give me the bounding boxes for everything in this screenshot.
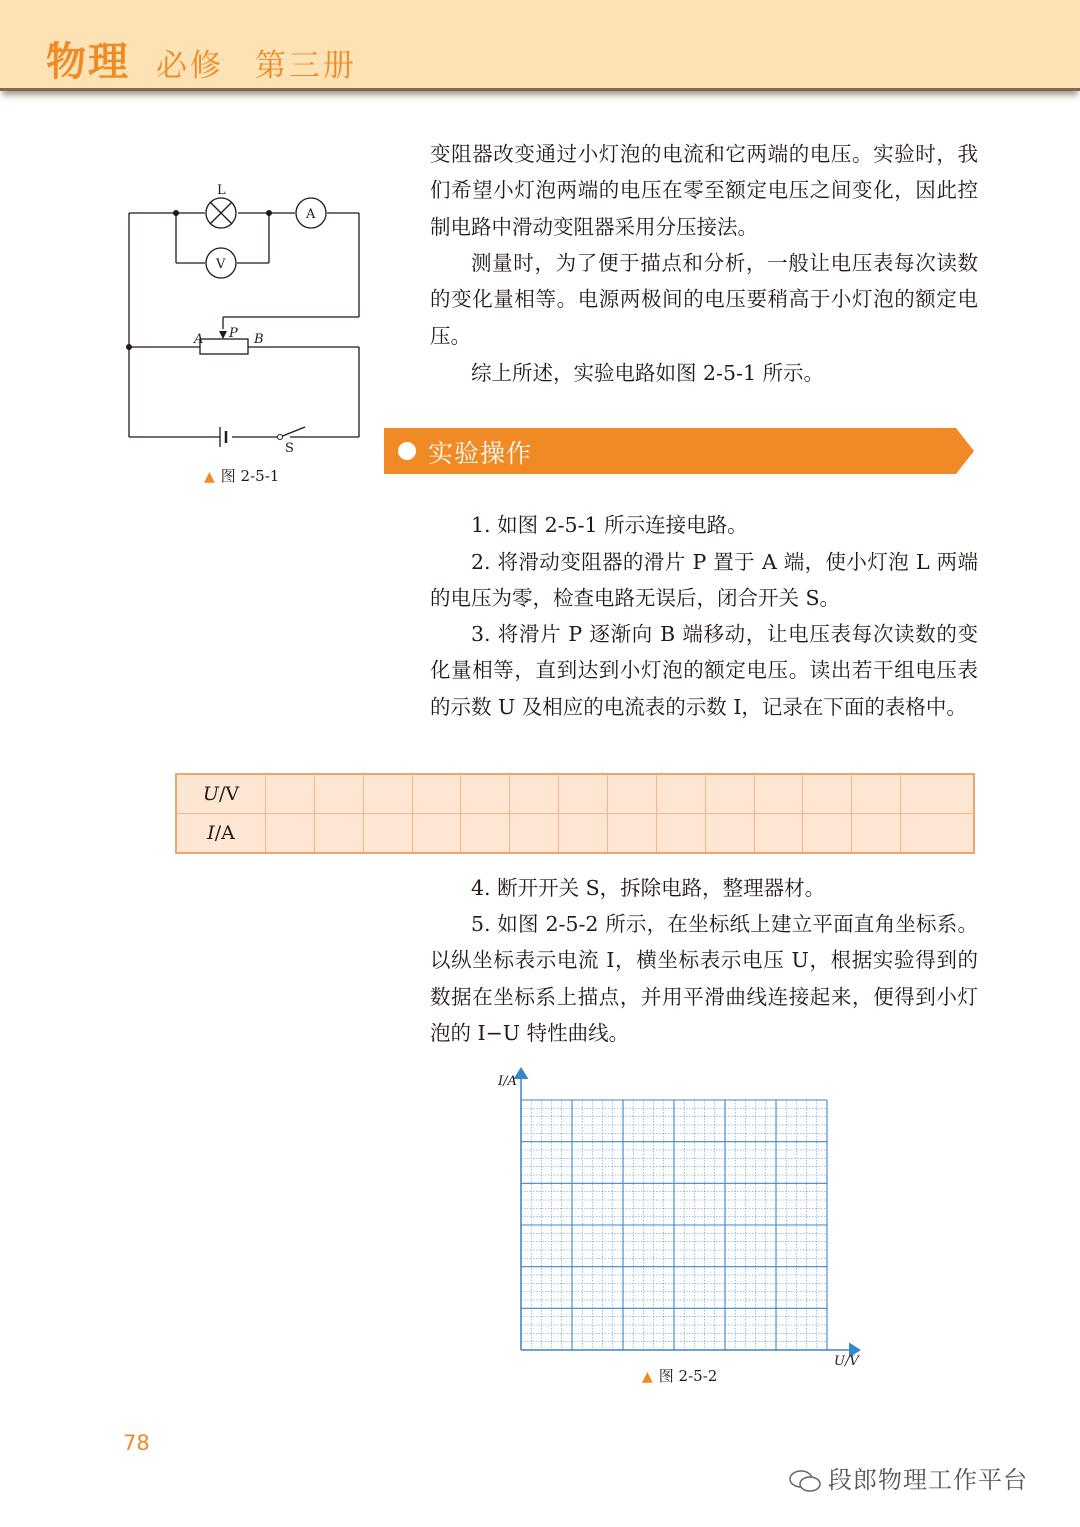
table-cell[interactable] — [266, 774, 315, 814]
table-row-voltage — [176, 774, 974, 814]
intro-paragraph-1: 变阻器改变通过小灯泡的电流和它两端的电压。实验时，我们希望小灯泡两端的电压在零至额定电压之间变化，因此控制电路中滑动变阻器采用分压接法。 — [430, 142, 978, 239]
table-cell[interactable] — [559, 774, 608, 814]
table-cell[interactable] — [608, 814, 657, 854]
table-cell[interactable] — [412, 774, 461, 814]
rheostat-a-label: A — [194, 332, 204, 347]
rheostat-p-label: P — [229, 326, 238, 341]
book-title: 必修 第三册 — [156, 48, 357, 84]
table-cell[interactable] — [314, 774, 363, 814]
table-cell[interactable] — [901, 814, 974, 854]
record-table — [175, 773, 975, 854]
table-cell[interactable] — [803, 814, 852, 854]
table-cell[interactable] — [901, 774, 974, 814]
page-header — [0, 0, 1080, 91]
row-label-voltage: U/V — [176, 774, 266, 814]
triangle-icon: ▲ — [204, 469, 215, 485]
ammeter-label: A — [306, 207, 316, 222]
table-cell[interactable] — [705, 814, 754, 854]
step-4: 4. 断开开关 S，拆除电路，整理器材。 — [471, 876, 826, 900]
rheostat-b-label: B — [254, 332, 264, 347]
lamp-label: L — [217, 183, 226, 198]
table-cell[interactable] — [363, 814, 412, 854]
table-cell[interactable] — [461, 774, 510, 814]
section-title: 实验操作 — [428, 439, 533, 468]
table-cell[interactable] — [510, 814, 559, 854]
table-cell[interactable] — [656, 774, 705, 814]
chat-bubble-icon — [788, 1469, 822, 1493]
switch-label: S — [285, 441, 294, 455]
table-cell[interactable] — [412, 814, 461, 854]
section-banner — [384, 428, 974, 474]
step-5: 5. 如图 2-5-2 所示，在坐标纸上建立平面直角坐标系。以纵坐标表示电流 I，横坐标表示电压 U，根据实验得到的数据在坐标系上描点，并用平滑曲线连接起来，便得到小灯泡的 I−U 特性曲线。 — [430, 912, 978, 1046]
triangle-icon: ▲ — [642, 1369, 653, 1385]
table-cell[interactable] — [363, 774, 412, 814]
row-label-current: I/A — [176, 814, 266, 854]
table-cell[interactable] — [754, 774, 803, 814]
table-cell[interactable] — [510, 774, 559, 814]
table-cell[interactable] — [852, 774, 901, 814]
bullet-icon — [398, 442, 416, 460]
watermark: 段郎物理工作平台 — [788, 1460, 1028, 1495]
voltmeter-label: V — [216, 257, 226, 272]
circuit-diagram — [110, 175, 380, 455]
table-cell[interactable] — [852, 814, 901, 854]
table-cell[interactable] — [608, 774, 657, 814]
figure2-caption: ▲ 图 2-5-2 — [642, 1367, 718, 1385]
subject-title: 物理 — [46, 39, 130, 85]
figure1-caption: ▲ 图 2-5-1 — [204, 467, 280, 485]
table-cell[interactable] — [705, 774, 754, 814]
y-axis-label: I/A — [498, 1074, 517, 1089]
step-3: 3. 将滑片 P 逐渐向 B 端移动，让电压表每次读数的变化量相等，直到达到小灯泡的额定电压。读出若干组电压表的示数 U 及相应的电流表的示数 I，记录在下面的表格中。 — [430, 622, 978, 719]
step-2: 2. 将滑动变阻器的滑片 P 置于 A 端，使小灯泡 L 两端的电压为零，检查电路无误后，闭合开关 S。 — [430, 550, 978, 611]
table-cell[interactable] — [314, 814, 363, 854]
table-cell[interactable] — [754, 814, 803, 854]
table-cell[interactable] — [803, 774, 852, 814]
table-cell[interactable] — [266, 814, 315, 854]
step-1: 1. 如图 2-5-1 所示连接电路。 — [471, 513, 748, 537]
intro-paragraph-2: 测量时，为了便于描点和分析，一般让电压表每次读数的变化量相等。电源两极间的电压要稍高于小灯泡的额定电压。 — [430, 251, 978, 348]
table-cell[interactable] — [559, 814, 608, 854]
page-number: 78 — [123, 1431, 150, 1455]
x-axis-label: U/V — [834, 1354, 859, 1369]
table-cell[interactable] — [656, 814, 705, 854]
table-cell[interactable] — [461, 814, 510, 854]
intro-paragraph-3: 综上所述，实验电路如图 2-5-1 所示。 — [471, 361, 825, 385]
coordinate-grid — [490, 1065, 870, 1375]
table-row-current — [176, 814, 974, 854]
